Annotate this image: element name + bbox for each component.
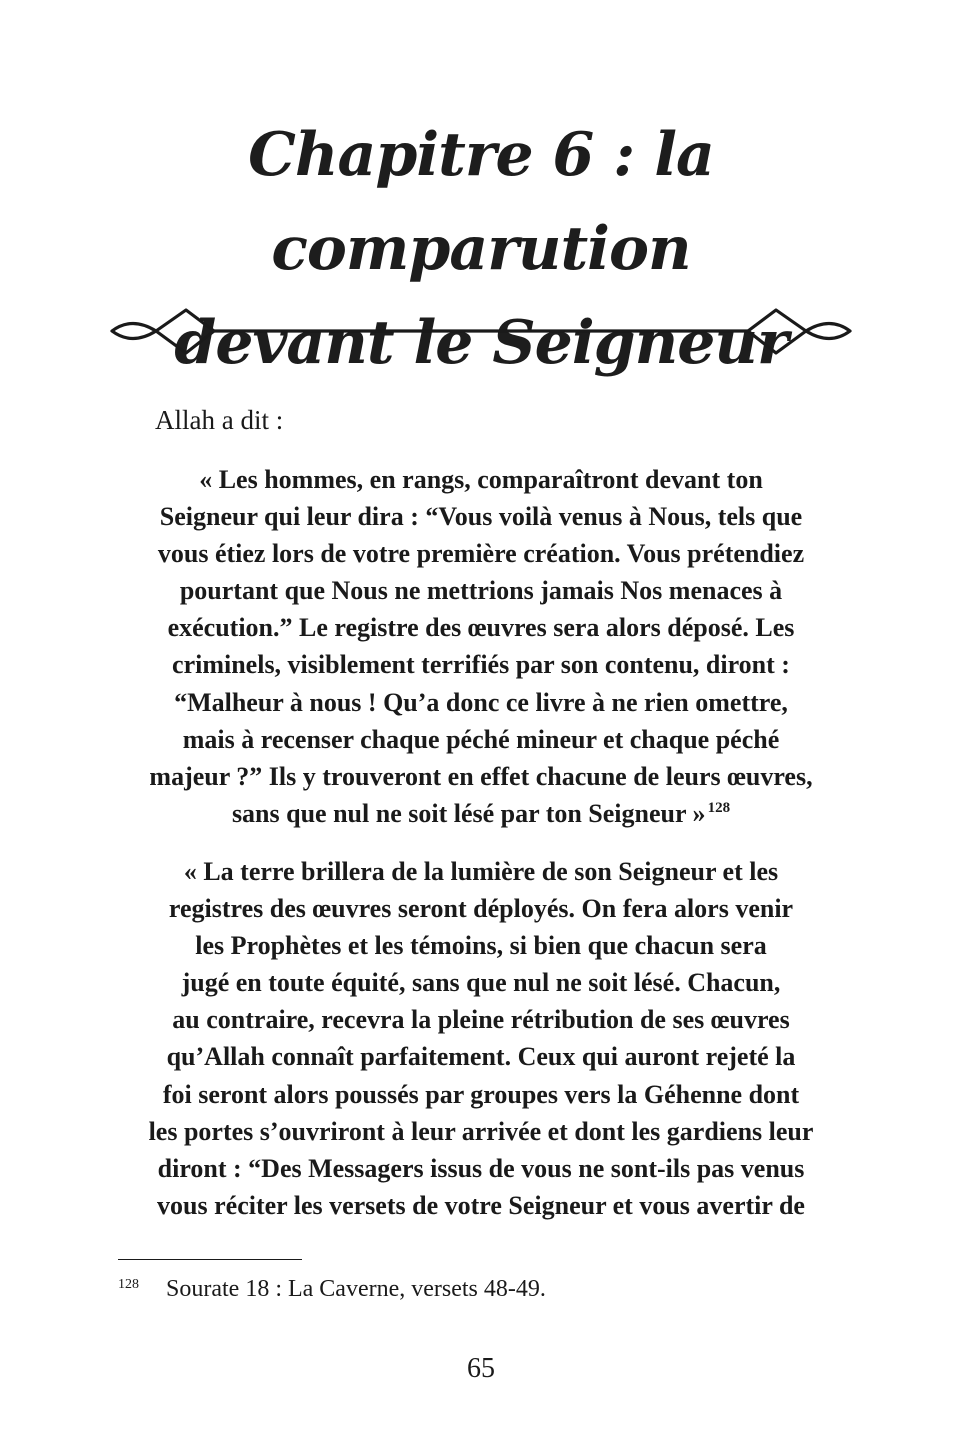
quote-line: pourtant que Nous ne mettrions jamais Nos menaces à: [179, 576, 783, 606]
footnote: [118, 1268, 546, 1306]
quote-line: qu’Allah connaît parfaitement. Ceux qui auront rejeté la: [166, 1042, 796, 1072]
quote-line: majeur ?” Ils y trouveront en effet chacune de leurs œuvres,: [149, 761, 813, 791]
quote-line: jugé en toute équité, sans que nul ne soit lésé. Chacun,: [181, 968, 781, 998]
footnote-text: Sourate 18 : La Caverne, versets 48-49.: [166, 1276, 546, 1302]
quote-line: « La terre brillera de la lumière de son Seigneur et les: [183, 857, 779, 886]
quote-line: « Les hommes, en rangs, comparaîtront devant ton: [199, 465, 763, 494]
chapter-title-line: devant le Seigneur: [174, 308, 788, 378]
quote-line: diront : “Des Messagers issus de vous ne sont-ils pas venus: [157, 1153, 805, 1183]
quote-line: exécution.” Le registre des œuvres sera alors déposé. Les: [167, 613, 795, 643]
quote-paragraph: [112, 461, 850, 832]
quote-line: vous réciter les versets de votre Seigneur et vous avertir de: [157, 1190, 805, 1220]
quote-line: foi seront alors poussés par groupes vers la Géhenne dont: [162, 1079, 800, 1109]
quote-line-last: [112, 795, 850, 832]
intro-text: Allah a dit :: [155, 405, 284, 435]
quote-line: Seigneur qui leur dira : “Vous voilà venus à Nous, tels que: [159, 502, 803, 532]
quote-line: registres des œuvres seront déployés. On fera alors venir: [168, 894, 794, 924]
quote-line: les portes s’ouvriront à leur arrivée et dont les gardiens leur: [148, 1116, 814, 1146]
quote-line: “Malheur à nous ! Qu’a donc ce livre à ne rien omettre,: [174, 687, 788, 717]
quote-line: vous étiez lors de votre première création. Vous prétendiez: [157, 539, 805, 569]
quote-line: criminels, visiblement terrifiés par son contenu, diront :: [172, 650, 790, 680]
decorative-divider: [110, 306, 852, 362]
quote-line: mais à recenser chaque péché mineur et chaque péché: [182, 724, 780, 754]
footnote-reference[interactable]: 128: [707, 799, 731, 816]
footnote-separator: [118, 1259, 302, 1260]
chapter-title-line: Chapitre 6 : la comparution: [248, 120, 714, 284]
quote-line-text: sans que nul ne soit lésé par ton Seigneur »: [231, 798, 706, 828]
quote-line: au contraire, recevra la pleine rétribution de ses œuvres: [172, 1005, 790, 1035]
footnote-number: 128: [118, 1277, 139, 1292]
quote-paragraph: [112, 853, 850, 1224]
quote-line: les Prophètes et les témoins, si bien que chacun sera: [195, 931, 767, 961]
page-number: 65: [467, 1353, 495, 1384]
